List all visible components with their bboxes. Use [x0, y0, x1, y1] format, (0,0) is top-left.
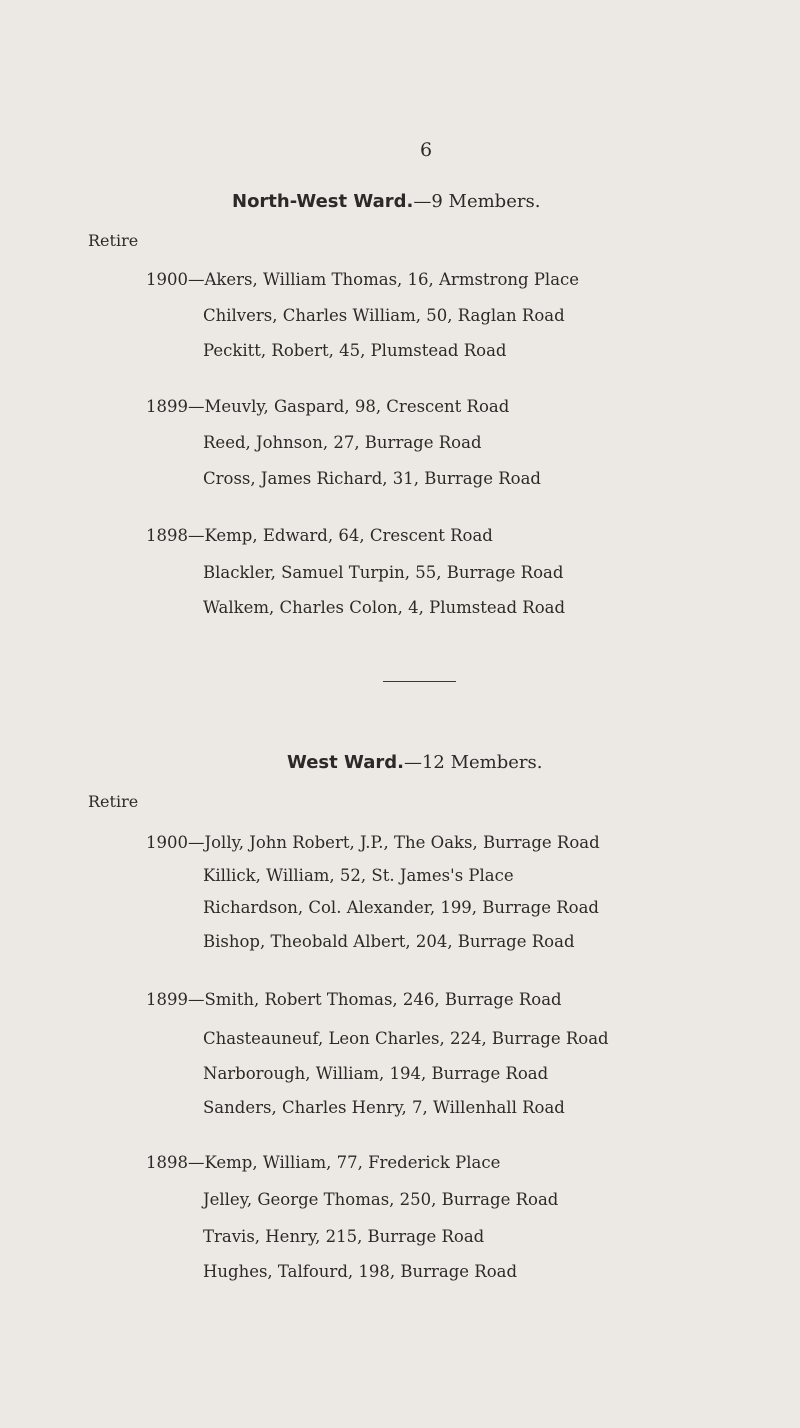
member-line: 1899—Meuvly, Gaspard, 98, Crescent Road — [146, 397, 510, 416]
member-line: 1900—Jolly, John Robert, J.P., The Oaks, Burrage Road — [146, 833, 600, 852]
section-heading-north-west — [232, 191, 540, 212]
member-line: Reed, Johnson, 27, Burrage Road — [203, 433, 482, 452]
ward-members: —9 Members. — [413, 191, 541, 212]
member-line: Chilvers, Charles William, 50, Raglan Road — [203, 306, 565, 325]
section-divider — [383, 681, 456, 682]
member-line: Narborough, William, 194, Burrage Road — [203, 1064, 549, 1083]
member-line: 1898—Kemp, Edward, 64, Crescent Road — [146, 526, 493, 545]
retire-label: Retire — [88, 792, 139, 811]
retire-label: Retire — [88, 231, 139, 250]
member-line: Jelley, George Thomas, 250, Burrage Road — [203, 1190, 559, 1209]
member-line: Hughes, Talfourd, 198, Burrage Road — [203, 1262, 518, 1281]
section-heading-west — [287, 752, 542, 773]
member-line: Cross, James Richard, 31, Burrage Road — [203, 469, 541, 488]
member-line: 1900—Akers, William Thomas, 16, Armstrong Place — [146, 270, 580, 289]
member-line: Killick, William, 52, St. James's Place — [203, 866, 514, 885]
member-line: Walkem, Charles Colon, 4, Plumstead Road — [203, 598, 566, 617]
member-line: Chasteauneuf, Leon Charles, 224, Burrage Road — [203, 1029, 609, 1048]
ward-name: North-West Ward. — [232, 191, 414, 212]
member-line: 1898—Kemp, William, 77, Frederick Place — [146, 1153, 501, 1172]
member-line: Bishop, Theobald Albert, 204, Burrage Road — [203, 932, 575, 951]
page-number: 6 — [420, 139, 433, 161]
ward-name: West Ward. — [287, 752, 404, 773]
member-line: Sanders, Charles Henry, 7, Willenhall Road — [203, 1098, 565, 1117]
member-line: Peckitt, Robert, 45, Plumstead Road — [203, 341, 507, 360]
ward-members: —12 Members. — [403, 752, 543, 773]
member-line: Travis, Henry, 215, Burrage Road — [203, 1227, 485, 1246]
member-line: Blackler, Samuel Turpin, 55, Burrage Road — [203, 563, 564, 582]
member-line: Richardson, Col. Alexander, 199, Burrage Road — [203, 898, 599, 917]
member-line: 1899—Smith, Robert Thomas, 246, Burrage Road — [146, 990, 562, 1009]
